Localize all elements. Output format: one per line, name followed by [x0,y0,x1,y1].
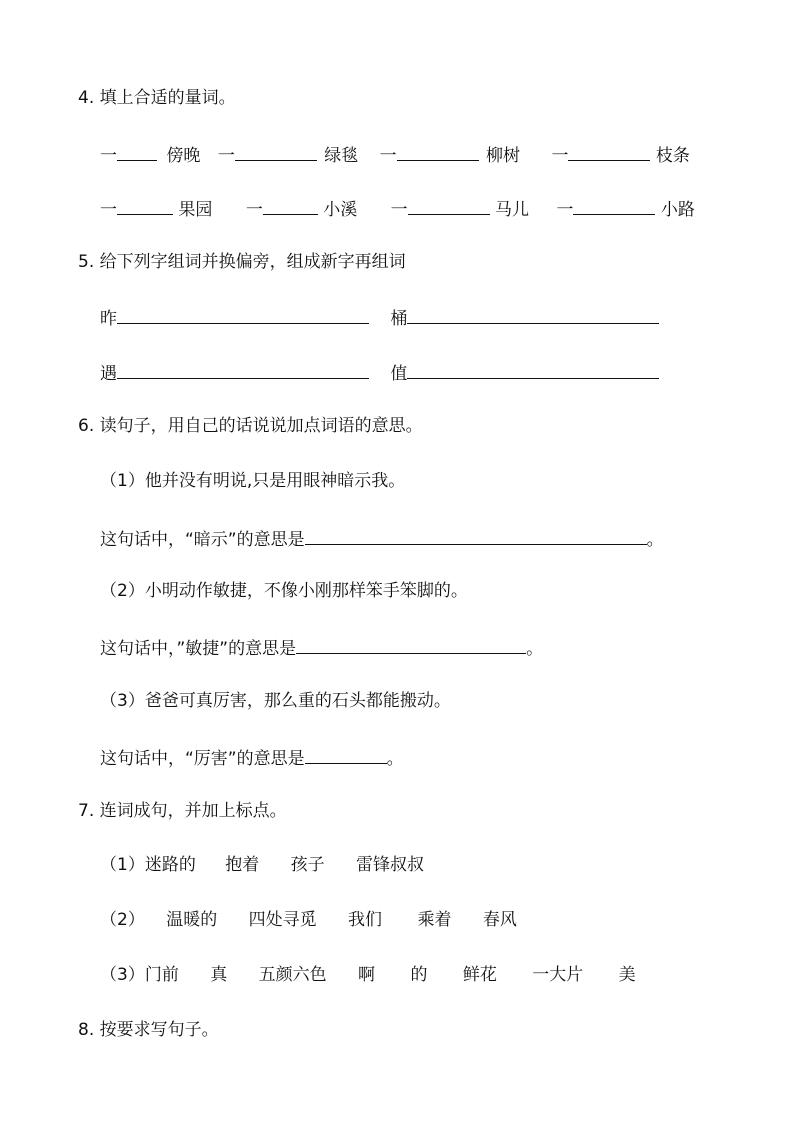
q5-row-2 [100,360,659,385]
q7-r2-w5: 乘着 [417,910,452,930]
q4-r1-c3: 一 [379,146,397,166]
blank[interactable] [263,196,318,215]
q7-r1-w2: 抱着 [225,855,260,875]
q5-char-1: 昨 [100,309,117,329]
q4-r2-c2: 一 [245,200,263,220]
q7-title: 7. 连词成句，并加上标点。 [78,801,287,821]
q4-r1-w2: 绿毯 [324,146,359,166]
q4-r1-c1: 一 [100,146,117,166]
q7-r3-w7: 一大片 [532,965,584,985]
q5-title: 5. 给下列字组词并换偏旁，组成新字再组词 [78,252,406,272]
blank[interactable] [305,745,387,764]
q4-r2-w3: 马儿 [495,200,530,220]
blank[interactable] [407,360,659,379]
blank[interactable] [117,305,369,324]
blank[interactable] [407,305,659,324]
q6-sentence-1: （1）他并没有明说,只是用眼神暗示我。 [100,471,406,491]
q4-r1-c4: 一 [551,146,569,166]
q5-char-2: 桶 [390,309,408,329]
q7-row-1 [100,854,424,876]
blank[interactable] [117,196,173,215]
blank[interactable] [117,142,157,161]
q6-answer-3 [100,745,404,770]
q7-r2-w3: 四处寻觅 [248,910,317,930]
q7-row-3 [100,964,636,986]
q7-r3-w3: 五颜六色 [258,965,327,985]
q4-row-1 [100,142,690,167]
q7-r3-w1: （3）门前 [100,965,179,985]
q4-r2-c1: 一 [100,200,117,220]
q4-row-2 [100,196,695,221]
q5-char-3: 遇 [100,364,117,384]
q7-r3-w8: 美 [618,965,636,985]
q7-r2-w6: 春风 [482,910,517,930]
q7-r3-w6: 鲜花 [462,965,497,985]
q7-r3-w2: 真 [210,965,228,985]
q6-answer-1 [100,526,664,551]
q7-r2-w4: 我们 [348,910,383,930]
q6-answer-3-prompt: 这句话中，“厉害”的意思是 [100,749,305,769]
blank[interactable] [568,142,650,161]
q7-r1-w1: （1）迷路的 [100,855,196,875]
q6-answer-2-prompt: 这句话中，”敏捷”的意思是 [100,639,297,659]
q4-r2-w2: 小溪 [323,200,358,220]
blank[interactable] [117,360,369,379]
q6-sentence-3: （3）爸爸可真厉害，那么重的石头都能搬动。 [100,691,451,711]
q6-sentence-2: （2）小明动作敏捷，不像小刚那样笨手笨脚的。 [100,581,468,601]
blank[interactable] [296,635,526,654]
q7-r1-w4: 雷锋叔叔 [356,855,425,875]
q4-r2-w1: 果园 [178,200,213,220]
period: 。 [386,749,404,769]
q7-r3-w4: 啊 [358,965,376,985]
q8-title: 8. 按要求写句子。 [78,1020,219,1040]
q4-r1-c2: 一 [217,146,235,166]
q6-title: 6. 读句子，用自己的话说说加点词语的意思。 [78,416,423,436]
q5-row-1 [100,305,659,330]
blank[interactable] [235,142,317,161]
q4-r2-w4: 小路 [660,200,695,220]
q4-title: 4. 填上合适的量词。 [78,88,236,108]
blank[interactable] [397,142,479,161]
q4-r1-w3: 柳树 [486,146,521,166]
q6-answer-2 [100,635,543,660]
q6-answer-1-prompt: 这句话中，“暗示”的意思是 [100,530,305,550]
period: 。 [526,639,544,659]
q7-r1-w3: 孩子 [290,855,325,875]
q4-r1-w4: 枝条 [655,146,690,166]
q7-row-2 [100,909,517,931]
q7-r2-w2: 温暖的 [166,910,218,930]
q4-r2-c4: 一 [556,200,574,220]
blank[interactable] [408,196,490,215]
q5-char-4: 值 [390,364,408,384]
q4-r1-w1: 傍晚 [166,146,201,166]
period: 。 [646,530,664,550]
q7-r3-w5: 的 [410,965,428,985]
blank[interactable] [305,526,647,545]
q4-r2-c3: 一 [390,200,408,220]
blank[interactable] [573,196,655,215]
q7-r2-w1: （2） [100,910,145,930]
